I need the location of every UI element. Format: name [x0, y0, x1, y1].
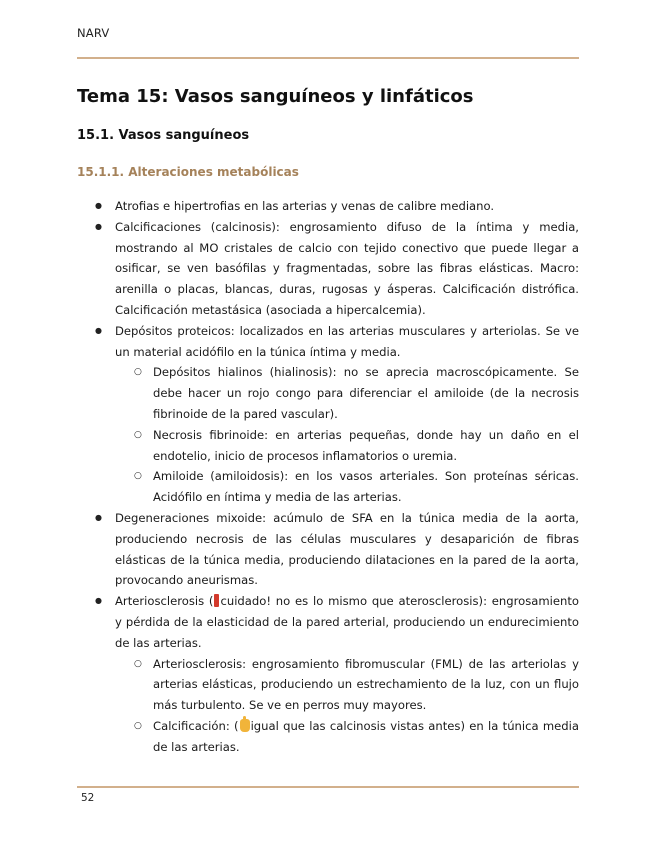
header-divider [77, 57, 579, 59]
page-number: 52 [81, 792, 95, 804]
list-item-calcificaciones: ● Calcificaciones (calcinosis): engrosamiento difuso de la íntima y media, mostrando al MO cristales de calcio con tejido conectivo que puede llegar a osificar, se ven basófilas y fragmentadas, sobre las fibras elásticas. Macro: arenilla o placas, blancas, duras, rugosas y ásperas. Calcificación distrófica. Calcificación metastásica (asociada a hipercalcemia). [115, 217, 579, 321]
calcificacion-text-start: Calcificación: ( [153, 718, 239, 733]
list-item-atrofias: ● Atrofias e hipertrofias en las arterias y venas de calibre mediano. [115, 196, 579, 217]
sublist-item-calcificacion [153, 716, 579, 758]
body-content [77, 196, 579, 758]
pointing-hand-icon [240, 719, 250, 732]
section-heading: 15.1. Vasos sanguíneos [77, 128, 250, 143]
sublist-item-fml: ○ Arteriosclerosis: engrosamiento fibromuscular (FML) de las arteriolas y arterias elásticas, produciendo un estrechamiento de la luz, con un flujo más turbulento. Se ve en perros muy mayores. [153, 654, 579, 716]
main-list [77, 196, 579, 758]
list-item-depositos [115, 321, 579, 508]
arteriosclerosis-sublist [115, 654, 579, 758]
calcificacion-text-end: igual que las calcinosis vistas antes) en la túnica media de las arterias. [153, 718, 579, 754]
depositos-sublist [115, 362, 579, 508]
sublist-item-amiloide: ○ Amiloide (amiloidosis): en los vasos arteriales. Son proteínas séricas. Acidófilo en íntima y media de las arterias. [153, 466, 579, 508]
sublist-item-hialinos: ○ Depósitos hialinos (hialinosis): no se aprecia macroscópicamente. Se debe hacer un rojo congo para diferenciar el amiloide (de la necrosis fibrinoide de la pared vascular). [153, 362, 579, 424]
sublist-item-necrosis: ○ Necrosis fibrinoide: en arterias pequeñas, donde hay un daño en el endotelio, inicio de procesos inflamatorios o uremia. [153, 425, 579, 467]
list-item-arteriosclerosis [115, 591, 579, 757]
running-header: NARV [77, 26, 110, 40]
arteriosclerosis-text-end: cuidado! no es lo mismo que aterosclerosis): engrosamiento y pérdida de la elasticidad de la pared arterial, produciendo un endurecimiento de las arterias. [115, 594, 580, 650]
arteriosclerosis-text-start: Arteriosclerosis ( [115, 594, 214, 609]
chapter-title: Tema 15: Vasos sanguíneos y linfáticos [77, 86, 474, 107]
exclamation-icon [214, 594, 219, 607]
footer-divider [77, 786, 579, 788]
subsection-heading: 15.1.1. Alteraciones metabólicas [77, 165, 299, 179]
depositos-text: Depósitos proteicos: localizados en las arterias musculares y arteriolas. Se ve un material acidófilo en la túnica íntima y media. [115, 323, 579, 359]
list-item-degeneraciones: ● Degeneraciones mixoide: acúmulo de SFA en la túnica media de la aorta, produciendo necrosis de las células musculares y desaparición de fibras elásticas de la túnica media, produciendo dilataciones en la pared de la aorta, provocando aneurismas. [115, 508, 579, 591]
